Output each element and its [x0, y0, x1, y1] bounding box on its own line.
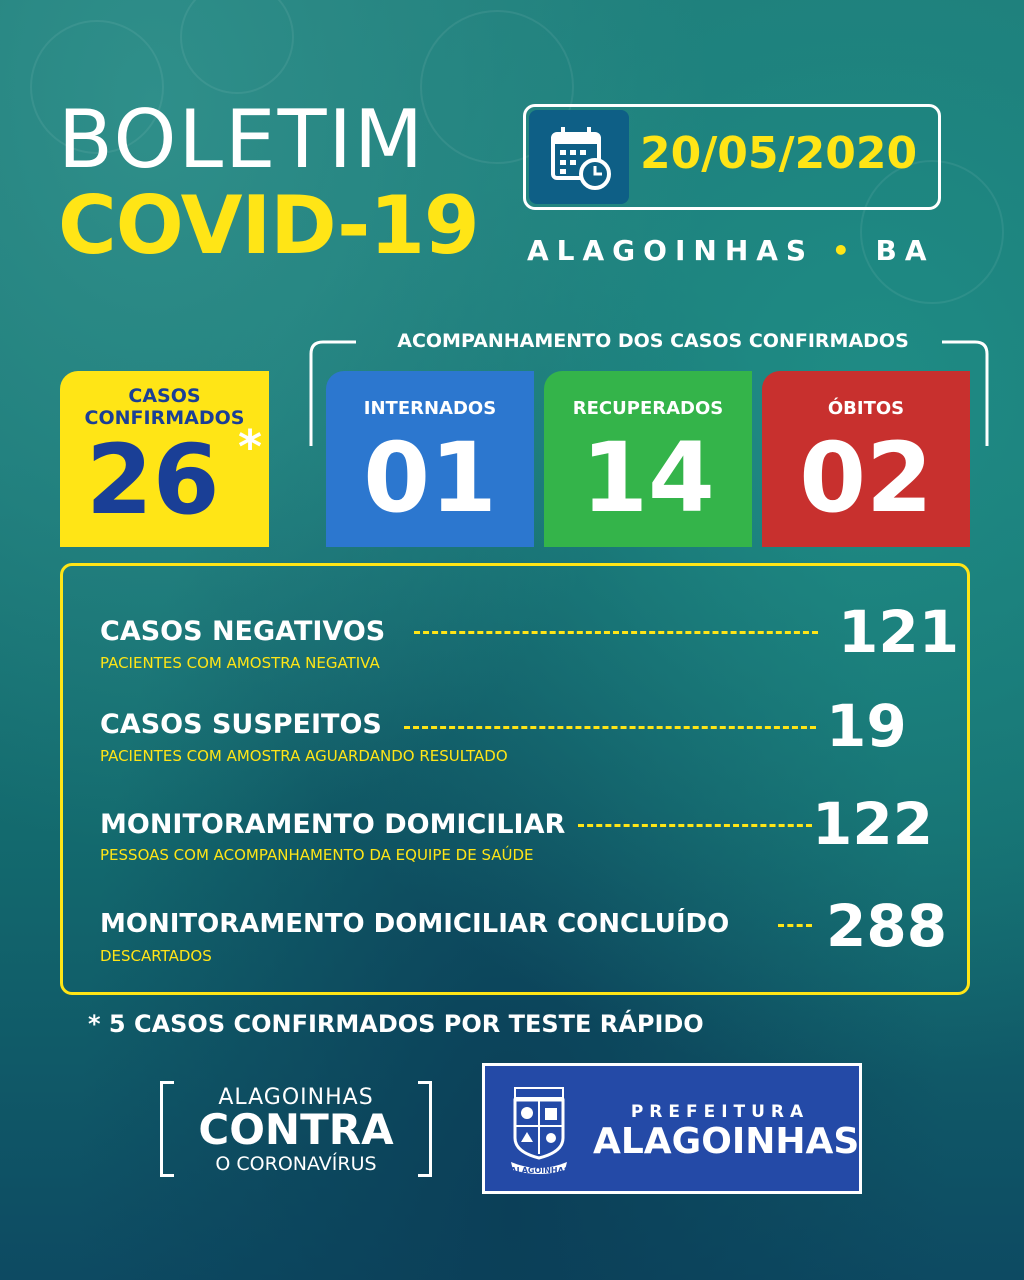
- recovered-value: 14: [581, 422, 715, 534]
- suspected-cases-leader: [404, 726, 816, 729]
- suspected-cases-subtitle: PACIENTES COM AMOSTRA AGUARDANDO RESULTADO: [100, 747, 508, 765]
- title-line1: BOLETIM: [58, 93, 426, 186]
- city-hall-logo: [482, 1063, 862, 1194]
- city-crest-icon: [507, 1086, 571, 1176]
- negative-cases-leader: [414, 631, 818, 634]
- calendar-clock-icon: [529, 110, 629, 204]
- home-monitoring-leader: [578, 824, 812, 827]
- virus-decoration: [180, 0, 294, 94]
- city-name: ALAGOINHAS: [527, 234, 815, 267]
- followup-title: ACOMPANHAMENTO DOS CASOS CONFIRMADOS: [397, 330, 909, 352]
- footnote: * 5 CASOS CONFIRMADOS POR TESTE RÁPIDO: [88, 1010, 704, 1038]
- recovered-label: RECUPERADOS: [572, 398, 724, 419]
- campaign-logo: [160, 1081, 432, 1177]
- confirmed-label-line2: CONFIRMADOS: [84, 407, 245, 429]
- campaign-logo-line2: CONTRA: [198, 1105, 394, 1154]
- hospitalized-label: INTERNADOS: [363, 398, 497, 419]
- state-name: BA: [875, 234, 935, 267]
- confirmed-label-line1: CASOS: [128, 385, 201, 407]
- home-monitoring-subtitle: PESSOAS COM ACOMPANHAMENTO DA EQUIPE DE SAÚDE: [100, 846, 534, 864]
- confirmed-cases-value: 26: [86, 424, 220, 536]
- city-hall-logo-line2: ALAGOINHAS: [593, 1121, 860, 1162]
- city-hall-logo-line1: PREFEITURA: [630, 1102, 810, 1122]
- campaign-logo-line1: ALAGOINHAS: [218, 1085, 374, 1110]
- date-icon-panel: [529, 110, 629, 204]
- crest-ribbon-text: ALAGOINHAS: [510, 1166, 570, 1175]
- home-monitoring-value: 122: [812, 790, 934, 858]
- home-monitoring-completed-leader: [778, 924, 812, 927]
- location-separator: •: [831, 234, 858, 267]
- home-monitoring-title: MONITORAMENTO DOMICILIAR: [100, 809, 566, 840]
- suspected-cases-title: CASOS SUSPEITOS: [100, 709, 382, 740]
- home-monitoring-completed-subtitle: DESCARTADOS: [100, 947, 212, 965]
- deaths-label: ÓBITOS: [827, 398, 905, 419]
- deaths-value: 02: [799, 422, 933, 534]
- home-monitoring-completed-title: MONITORAMENTO DOMICILIAR CONCLUÍDO: [100, 909, 730, 939]
- title-line2: COVID-19: [58, 179, 479, 272]
- confirmed-footnote-marker: *: [238, 420, 263, 474]
- negative-cases-title: CASOS NEGATIVOS: [100, 616, 386, 647]
- negative-cases-value: 121: [838, 598, 960, 666]
- campaign-logo-line3: O CORONAVÍRUS: [215, 1153, 377, 1175]
- negative-cases-subtitle: PACIENTES COM AMOSTRA NEGATIVA: [100, 654, 380, 672]
- suspected-cases-value: 19: [826, 692, 907, 760]
- location: [527, 234, 935, 267]
- hospitalized-value: 01: [363, 422, 497, 534]
- home-monitoring-completed-value: 288: [826, 892, 948, 960]
- report-date: 20/05/2020: [640, 128, 918, 179]
